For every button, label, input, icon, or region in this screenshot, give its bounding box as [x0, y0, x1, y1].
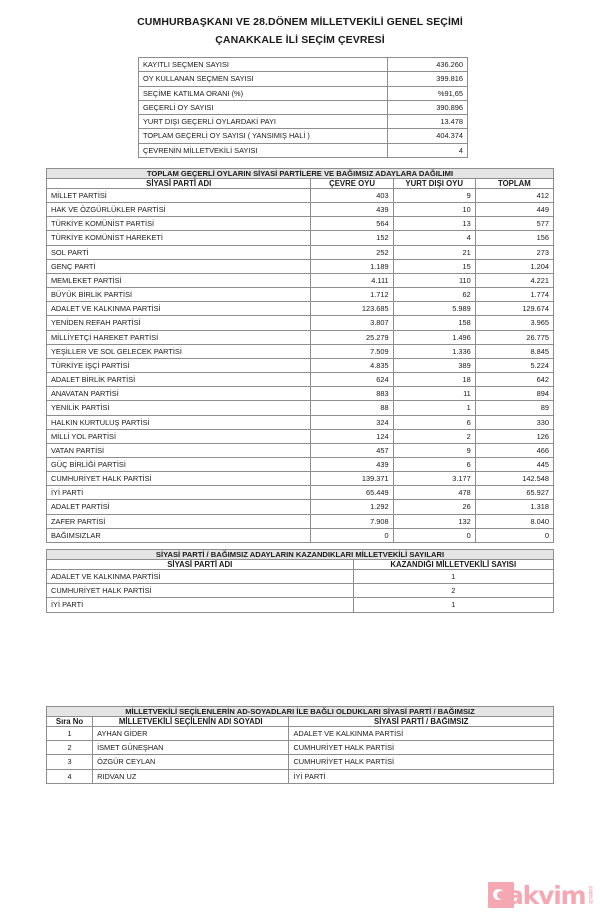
party-name: MİLLET PARTİSİ — [47, 189, 311, 203]
yurt-disi-oyu: 389 — [393, 358, 475, 372]
elected-mps-table — [46, 706, 554, 784]
table-row — [47, 259, 554, 273]
seats-banner: SİYASİ PARTİ / BAĞIMSIZ ADAYLARIN KAZANDIKLARI MİLLETVEKİLİ SAYILARI — [47, 550, 554, 560]
cevre-oyu: 139.371 — [311, 472, 393, 486]
table-row — [47, 755, 554, 769]
cevre-oyu: 324 — [311, 415, 393, 429]
toplam-oy: 412 — [475, 189, 553, 203]
votes-col-yurtdisi: YURT DIŞI OYU — [393, 179, 475, 189]
table-row — [47, 500, 554, 514]
summary-table-body — [139, 58, 468, 158]
page-subtitle: ÇANAKKALE İLİ SEÇİM ÇEVRESİ — [215, 34, 385, 47]
summary-value: 399.816 — [388, 72, 468, 86]
party-name: YENİDEN REFAH PARTİSİ — [47, 316, 311, 330]
toplam-oy: 89 — [475, 401, 553, 415]
party-name: SOL PARTİ — [47, 245, 311, 259]
watermark-brand: akvim — [507, 880, 586, 910]
yurt-disi-oyu: 21 — [393, 245, 475, 259]
table-row — [47, 741, 554, 755]
table-row — [47, 373, 554, 387]
party-votes-table — [46, 168, 554, 543]
yurt-disi-oyu: 9 — [393, 189, 475, 203]
cevre-oyu: 0 — [311, 528, 393, 542]
cevre-oyu: 123.685 — [311, 302, 393, 316]
toplam-oy: 449 — [475, 203, 553, 217]
summary-row — [139, 72, 468, 86]
seats-party-name: CUMHURİYET HALK PARTİSİ — [47, 584, 354, 598]
table-row — [47, 570, 554, 584]
mp-full-name: ÖZGÜR CEYLAN — [93, 755, 289, 769]
summary-label: GEÇERLİ OY SAYISI — [139, 100, 388, 114]
table-row — [47, 472, 554, 486]
party-name: İYİ PARTİ — [47, 486, 311, 500]
mp-order-no: 3 — [47, 755, 93, 769]
summary-label: TOPLAM GEÇERLİ OY SAYISI ( YANSIMIŞ HALİ ) — [139, 129, 388, 143]
mp-order-no: 1 — [47, 727, 93, 741]
summary-table-container — [138, 57, 468, 158]
seats-banner-row — [47, 550, 554, 560]
mp-full-name: AYHAN GİDER — [93, 727, 289, 741]
turkish-flag-icon — [488, 882, 514, 908]
watermark-tld: com.tr — [586, 885, 594, 905]
mp-order-no: 4 — [47, 769, 93, 783]
table-row — [47, 189, 554, 203]
summary-value: 390.896 — [388, 100, 468, 114]
yurt-disi-oyu: 110 — [393, 273, 475, 287]
table-row — [47, 429, 554, 443]
votes-col-cevre: ÇEVRE OYU — [311, 179, 393, 189]
yurt-disi-oyu: 1.336 — [393, 344, 475, 358]
table-row — [47, 217, 554, 231]
votes-banner-row — [47, 169, 554, 179]
page-title: CUMHURBAŞKANI VE 28.DÖNEM MİLLETVEKİLİ GENEL SEÇİMİ — [137, 16, 463, 28]
summary-value: 404.374 — [388, 129, 468, 143]
votes-table-body — [47, 189, 554, 543]
elected-banner-row — [47, 707, 554, 717]
toplam-oy: 8.040 — [475, 514, 553, 528]
toplam-oy: 3.965 — [475, 316, 553, 330]
toplam-oy: 142.548 — [475, 472, 553, 486]
summary-value: %91,65 — [388, 86, 468, 100]
cevre-oyu: 403 — [311, 189, 393, 203]
toplam-oy: 156 — [475, 231, 553, 245]
toplam-oy: 1.204 — [475, 259, 553, 273]
table-row — [47, 231, 554, 245]
seats-party-name: ADALET VE KALKINMA PARTİSİ — [47, 570, 354, 584]
yurt-disi-oyu: 2 — [393, 429, 475, 443]
summary-row — [139, 100, 468, 114]
table-row — [47, 457, 554, 471]
seats-table-container — [46, 549, 554, 613]
table-row — [47, 273, 554, 287]
party-name: VATAN PARTİSİ — [47, 443, 311, 457]
table-row — [47, 344, 554, 358]
summary-label: SEÇİME KATILMA ORANI (%) — [139, 86, 388, 100]
votes-col-party: SİYASİ PARTİ ADI — [47, 179, 311, 189]
summary-row — [139, 58, 468, 72]
seats-count: 1 — [353, 598, 553, 612]
mp-order-no: 2 — [47, 741, 93, 755]
cevre-oyu: 88 — [311, 401, 393, 415]
cevre-oyu: 439 — [311, 457, 393, 471]
votes-table-head — [47, 169, 554, 189]
toplam-oy: 0 — [475, 528, 553, 542]
summary-label: OY KULLANAN SEÇMEN SAYISI — [139, 72, 388, 86]
cevre-oyu: 4.111 — [311, 273, 393, 287]
cevre-oyu: 252 — [311, 245, 393, 259]
yurt-disi-oyu: 4 — [393, 231, 475, 245]
cevre-oyu: 1.712 — [311, 288, 393, 302]
table-row — [47, 584, 554, 598]
table-row — [47, 401, 554, 415]
table-row — [47, 528, 554, 542]
elected-table-head — [47, 707, 554, 727]
seats-count: 2 — [353, 584, 553, 598]
yurt-disi-oyu: 9 — [393, 443, 475, 457]
mp-party-name: İYİ PARTİ — [289, 769, 554, 783]
yurt-disi-oyu: 1.496 — [393, 330, 475, 344]
toplam-oy: 273 — [475, 245, 553, 259]
votes-col-toplam: TOPLAM — [475, 179, 553, 189]
party-name: BAĞIMSIZLAR — [47, 528, 311, 542]
cevre-oyu: 3.807 — [311, 316, 393, 330]
elected-table-body — [47, 727, 554, 784]
mp-full-name: RIDVAN UZ — [93, 769, 289, 783]
yurt-disi-oyu: 10 — [393, 203, 475, 217]
yurt-disi-oyu: 11 — [393, 387, 475, 401]
yurt-disi-oyu: 6 — [393, 415, 475, 429]
toplam-oy: 445 — [475, 457, 553, 471]
table-row — [47, 727, 554, 741]
table-row — [47, 514, 554, 528]
party-name: TÜRKİYE KOMÜNİST PARTİSİ — [47, 217, 311, 231]
table-row — [47, 387, 554, 401]
table-row — [47, 302, 554, 316]
toplam-oy: 1.774 — [475, 288, 553, 302]
yurt-disi-oyu: 18 — [393, 373, 475, 387]
yurt-disi-oyu: 132 — [393, 514, 475, 528]
cevre-oyu: 1.292 — [311, 500, 393, 514]
seats-table-body — [47, 570, 554, 613]
cevre-oyu: 883 — [311, 387, 393, 401]
cevre-oyu: 1.189 — [311, 259, 393, 273]
summary-value: 436.260 — [388, 58, 468, 72]
seats-table-head — [47, 550, 554, 570]
table-row — [47, 245, 554, 259]
party-name: TÜRKİYE KOMÜNİST HAREKETİ — [47, 231, 311, 245]
party-name: HAK VE ÖZGÜRLÜKLER PARTİSİ — [47, 203, 311, 217]
party-name: ADALET VE KALKINMA PARTİSİ — [47, 302, 311, 316]
party-name: MİLLİ YOL PARTİSİ — [47, 429, 311, 443]
toplam-oy: 126 — [475, 429, 553, 443]
yurt-disi-oyu: 1 — [393, 401, 475, 415]
party-name: BÜYÜK BİRLİK PARTİSİ — [47, 288, 311, 302]
seats-header-row — [47, 560, 554, 570]
seats-party-name: İYİ PARTİ — [47, 598, 354, 612]
summary-label: ÇEVRENİN MİLLETVEKİLİ SAYISI — [139, 143, 388, 157]
party-name: GÜÇ BİRLİĞİ PARTİSİ — [47, 457, 311, 471]
elected-header-row — [47, 717, 554, 727]
summary-label: YURT DIŞI GEÇERLİ OYLARDAKİ PAYI — [139, 115, 388, 129]
toplam-oy: 577 — [475, 217, 553, 231]
cevre-oyu: 4.835 — [311, 358, 393, 372]
elected-col-party: SİYASİ PARTİ / BAĞIMSIZ — [289, 717, 554, 727]
party-name: ZAFER PARTİSİ — [47, 514, 311, 528]
cevre-oyu: 7.509 — [311, 344, 393, 358]
summary-row — [139, 86, 468, 100]
party-name: MİLLİYETÇİ HAREKET PARTİSİ — [47, 330, 311, 344]
votes-table-container — [46, 168, 554, 543]
seats-won-table — [46, 549, 554, 613]
elected-col-no: Sıra No — [47, 717, 93, 727]
toplam-oy: 26.775 — [475, 330, 553, 344]
toplam-oy: 4.221 — [475, 273, 553, 287]
seats-count: 1 — [353, 570, 553, 584]
party-name: HALKIN KURTULUŞ PARTİSİ — [47, 415, 311, 429]
table-row — [47, 415, 554, 429]
seats-col-count: KAZANDIĞI MİLLETVEKİLİ SAYISI — [353, 560, 553, 570]
summary-value: 4 — [388, 143, 468, 157]
summary-row — [139, 115, 468, 129]
yurt-disi-oyu: 62 — [393, 288, 475, 302]
mp-party-name: CUMHURİYET HALK PARTİSİ — [289, 755, 554, 769]
elected-banner: MİLLETVEKİLİ SEÇİLENLERİN AD-SOYADLARI İLE BAĞLI OLDUKLARI SİYASİ PARTİ / BAĞIMSIZ — [47, 707, 554, 717]
cevre-oyu: 152 — [311, 231, 393, 245]
yurt-disi-oyu: 15 — [393, 259, 475, 273]
seats-col-party: SİYASİ PARTİ ADI — [47, 560, 354, 570]
cevre-oyu: 457 — [311, 443, 393, 457]
party-name: MEMLEKET PARTİSİ — [47, 273, 311, 287]
yurt-disi-oyu: 0 — [393, 528, 475, 542]
votes-header-row — [47, 179, 554, 189]
cevre-oyu: 65.449 — [311, 486, 393, 500]
party-name: ANAVATAN PARTİSİ — [47, 387, 311, 401]
yurt-disi-oyu: 26 — [393, 500, 475, 514]
summary-label: KAYITLI SEÇMEN SAYISI — [139, 58, 388, 72]
yurt-disi-oyu: 478 — [393, 486, 475, 500]
yurt-disi-oyu: 3.177 — [393, 472, 475, 486]
toplam-oy: 1.318 — [475, 500, 553, 514]
election-summary-table — [138, 57, 468, 158]
toplam-oy: 65.927 — [475, 486, 553, 500]
party-name: ADALET PARTİSİ — [47, 500, 311, 514]
party-name: ADALET BİRLİK PARTİSİ — [47, 373, 311, 387]
table-row — [47, 443, 554, 457]
party-name: GENÇ PARTİ — [47, 259, 311, 273]
table-row — [47, 330, 554, 344]
party-name: TÜRKİYE İŞÇİ PARTİSİ — [47, 358, 311, 372]
toplam-oy: 8.845 — [475, 344, 553, 358]
takvim-watermark-logo — [488, 878, 592, 912]
party-name: YEŞİLLER VE SOL GELECEK PARTİSİ — [47, 344, 311, 358]
cevre-oyu: 124 — [311, 429, 393, 443]
cevre-oyu: 564 — [311, 217, 393, 231]
yurt-disi-oyu: 158 — [393, 316, 475, 330]
elected-col-name: MİLLETVEKİLİ SEÇİLENİN ADI SOYADI — [93, 717, 289, 727]
toplam-oy: 330 — [475, 415, 553, 429]
table-row — [47, 358, 554, 372]
cevre-oyu: 25.279 — [311, 330, 393, 344]
mp-party-name: CUMHURİYET HALK PARTİSİ — [289, 741, 554, 755]
summary-row — [139, 129, 468, 143]
table-row — [47, 203, 554, 217]
toplam-oy: 894 — [475, 387, 553, 401]
toplam-oy: 5.224 — [475, 358, 553, 372]
votes-banner: TOPLAM GEÇERLİ OYLARIN SİYASİ PARTİLERE VE BAĞIMSIZ ADAYLARA DAĞILIMI — [47, 169, 554, 179]
party-name: YENİLİK PARTİSİ — [47, 401, 311, 415]
cevre-oyu: 624 — [311, 373, 393, 387]
party-name: CUMHURİYET HALK PARTİSİ — [47, 472, 311, 486]
table-row — [47, 288, 554, 302]
toplam-oy: 642 — [475, 373, 553, 387]
table-row — [47, 316, 554, 330]
toplam-oy: 466 — [475, 443, 553, 457]
cevre-oyu: 439 — [311, 203, 393, 217]
mp-party-name: ADALET VE KALKINMA PARTİSİ — [289, 727, 554, 741]
yurt-disi-oyu: 6 — [393, 457, 475, 471]
cevre-oyu: 7.908 — [311, 514, 393, 528]
mp-full-name: İSMET GÜNEŞHAN — [93, 741, 289, 755]
yurt-disi-oyu: 13 — [393, 217, 475, 231]
summary-value: 13.478 — [388, 115, 468, 129]
yurt-disi-oyu: 5.989 — [393, 302, 475, 316]
summary-row — [139, 143, 468, 157]
table-row — [47, 769, 554, 783]
elected-table-container — [46, 706, 554, 784]
table-row — [47, 598, 554, 612]
table-row — [47, 486, 554, 500]
toplam-oy: 129.674 — [475, 302, 553, 316]
